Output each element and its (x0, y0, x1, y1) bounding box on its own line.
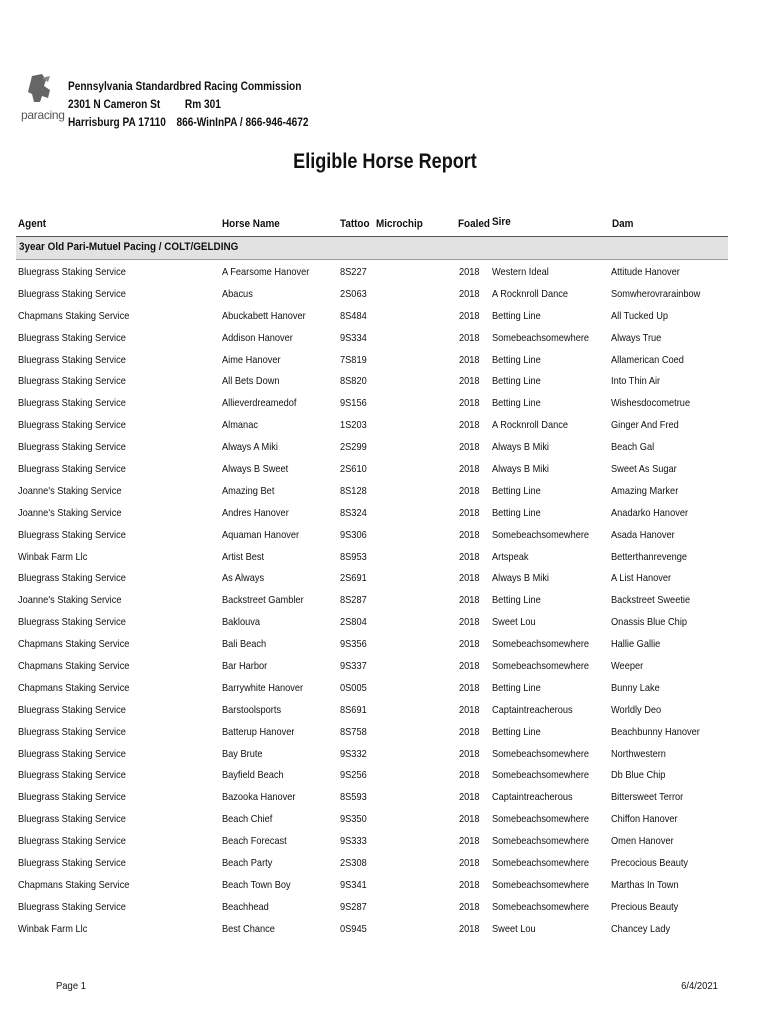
table-row (16, 678, 728, 700)
cell-foaled: 2018 (459, 747, 480, 760)
table-row (16, 634, 728, 656)
address-line2: Harrisburg PA 17110 (68, 117, 166, 129)
cell-foaled: 2018 (459, 287, 480, 300)
table-row (16, 262, 728, 284)
cell-agent: Bluegrass Staking Service (18, 791, 126, 804)
cell-sire: Somebeachsomewhere (492, 878, 590, 891)
cell-foaled: 2018 (459, 353, 480, 366)
cell-dam: Beach Gal (611, 441, 655, 454)
cell-dam: All Tucked Up (611, 309, 669, 322)
cell-foaled: 2018 (459, 857, 480, 870)
cell-foaled: 2018 (459, 813, 480, 826)
table-row (16, 415, 728, 437)
col-header-horse-name: Horse Name (222, 218, 280, 230)
table-row (16, 481, 728, 503)
cell-foaled: 2018 (459, 375, 480, 388)
group-header (16, 237, 728, 260)
cell-dam: Beachbunny Hanover (611, 725, 700, 738)
table-row (16, 547, 728, 569)
cell-foaled: 2018 (459, 922, 480, 935)
table-row (16, 503, 728, 525)
cell-dam: Amazing Marker (611, 484, 679, 497)
cell-horse-name: Beach Chief (222, 813, 273, 826)
cell-horse-name: Abacus (222, 287, 253, 300)
table-row (16, 612, 728, 634)
cell-horse-name: Best Chance (222, 922, 275, 935)
cell-sire: Betting Line (492, 681, 541, 694)
cell-dam: Marthas In Town (611, 878, 679, 891)
cell-horse-name: Aime Hanover (222, 353, 281, 366)
cell-tattoo: 2S308 (340, 857, 367, 870)
logo-text: paracing (21, 108, 65, 122)
cell-foaled: 2018 (459, 528, 480, 541)
org-header (68, 78, 309, 132)
cell-horse-name: Always A Miki (222, 441, 278, 454)
cell-foaled: 2018 (459, 791, 480, 804)
cell-agent: Bluegrass Staking Service (18, 857, 126, 870)
cell-agent: Winbak Farm Llc (18, 922, 88, 935)
cell-tattoo: 1S203 (340, 419, 367, 432)
cell-horse-name: Batterup Hanover (222, 725, 295, 738)
cell-horse-name: Barstoolsports (222, 703, 282, 716)
cell-horse-name: Almanac (222, 419, 258, 432)
cell-dam: Bittersweet Terror (611, 791, 684, 804)
cell-agent: Bluegrass Staking Service (18, 528, 126, 541)
cell-foaled: 2018 (459, 725, 480, 738)
cell-dam: Betterthanrevenge (611, 550, 688, 563)
cell-tattoo: 9S337 (340, 660, 367, 673)
cell-tattoo: 9S356 (340, 638, 367, 651)
cell-horse-name: Abuckabett Hanover (222, 309, 306, 322)
cell-horse-name: Beachhead (222, 900, 269, 913)
col-header-dam: Dam (612, 218, 634, 230)
cell-horse-name: Barrywhite Hanover (222, 681, 304, 694)
cell-agent: Winbak Farm Llc (18, 550, 88, 563)
cell-agent: Bluegrass Staking Service (18, 331, 126, 344)
table-row (16, 700, 728, 722)
cell-tattoo: 8S691 (340, 703, 367, 716)
cell-horse-name: Always B Sweet (222, 463, 289, 476)
cell-tattoo: 8S953 (340, 550, 367, 563)
table-row (16, 656, 728, 678)
cell-sire: Somebeachsomewhere (492, 835, 590, 848)
cell-dam: Always True (611, 331, 662, 344)
cell-horse-name: As Always (222, 572, 265, 585)
table-row (16, 590, 728, 612)
col-header-sire: Sire (492, 216, 511, 228)
table-row (16, 284, 728, 306)
phone-number: 866-WinInPA / 866-946-4672 (176, 117, 309, 129)
cell-sire: Always B Miki (492, 463, 549, 476)
table-row (16, 744, 728, 766)
horse-table-body (16, 262, 728, 941)
cell-tattoo: 0S005 (340, 681, 367, 694)
cell-agent: Bluegrass Staking Service (18, 397, 126, 410)
cell-agent: Bluegrass Staking Service (18, 900, 126, 913)
cell-horse-name: Backstreet Gambler (222, 594, 304, 607)
cell-foaled: 2018 (459, 266, 480, 278)
cell-foaled: 2018 (459, 660, 480, 673)
cell-foaled: 2018 (459, 484, 480, 497)
table-row (16, 525, 728, 547)
table-row (16, 371, 728, 393)
cell-tattoo: 7S819 (340, 353, 367, 366)
cell-agent: Bluegrass Staking Service (18, 725, 126, 738)
cell-agent: Bluegrass Staking Service (18, 441, 126, 454)
cell-dam: Anadarko Hanover (611, 506, 689, 519)
cell-sire: Betting Line (492, 353, 541, 366)
cell-dam: Backstreet Sweetie (611, 594, 691, 607)
cell-agent: Chapmans Staking Service (18, 660, 130, 673)
cell-dam: Omen Hanover (611, 835, 674, 848)
cell-horse-name: All Bets Down (222, 375, 280, 388)
table-row (16, 393, 728, 415)
address-line1: 2301 N Cameron St (68, 99, 161, 111)
cell-dam: Into Thin Air (611, 375, 661, 388)
cell-agent: Bluegrass Staking Service (18, 266, 126, 278)
cell-agent: Bluegrass Staking Service (18, 769, 126, 782)
cell-tattoo: 2S691 (340, 572, 367, 585)
cell-foaled: 2018 (459, 638, 480, 651)
cell-dam: A List Hanover (611, 572, 672, 585)
cell-foaled: 2018 (459, 463, 480, 476)
cell-dam: Wishesdocometrue (611, 397, 691, 410)
table-row (16, 875, 728, 897)
cell-dam: Chancey Lady (611, 922, 671, 935)
cell-tattoo: 9S334 (340, 331, 367, 344)
cell-dam: Somwherovrarainbow (611, 287, 701, 300)
table-row (16, 306, 728, 328)
cell-sire: Always B Miki (492, 572, 549, 585)
cell-foaled: 2018 (459, 331, 480, 344)
cell-agent: Chapmans Staking Service (18, 878, 130, 891)
table-row (16, 765, 728, 787)
cell-tattoo: 2S299 (340, 441, 367, 454)
cell-sire: Captaintreacherous (492, 791, 573, 804)
cell-sire: Betting Line (492, 397, 541, 410)
cell-foaled: 2018 (459, 550, 480, 563)
cell-foaled: 2018 (459, 397, 480, 410)
cell-agent: Bluegrass Staking Service (18, 419, 126, 432)
cell-agent: Bluegrass Staking Service (18, 747, 126, 760)
cell-horse-name: Allieverdreamedof (222, 397, 297, 410)
cell-tattoo: 9S332 (340, 747, 367, 760)
cell-tattoo: 8S227 (340, 266, 367, 278)
cell-sire: Sweet Lou (492, 616, 536, 629)
cell-tattoo: 9S306 (340, 528, 367, 541)
table-row (16, 350, 728, 372)
cell-foaled: 2018 (459, 309, 480, 322)
cell-tattoo: 0S945 (340, 922, 367, 935)
cell-tattoo: 8S593 (340, 791, 367, 804)
cell-dam: Ginger And Fred (611, 419, 679, 432)
cell-foaled: 2018 (459, 616, 480, 629)
cell-dam: Northwestern (611, 747, 666, 760)
cell-foaled: 2018 (459, 769, 480, 782)
cell-dam: Attitude Hanover (611, 266, 680, 278)
org-name: Pennsylvania Standardbred Racing Commission (68, 81, 302, 93)
cell-horse-name: Bayfield Beach (222, 769, 284, 782)
cell-sire: Somebeachsomewhere (492, 813, 590, 826)
cell-tattoo: 2S063 (340, 287, 367, 300)
table-row (16, 437, 728, 459)
cell-sire: Somebeachsomewhere (492, 747, 590, 760)
cell-horse-name: Artist Best (222, 550, 265, 563)
cell-agent: Joanne's Staking Service (18, 484, 122, 497)
col-header-agent: Agent (18, 218, 47, 230)
cell-dam: Hallie Gallie (611, 638, 661, 651)
cell-sire: Somebeachsomewhere (492, 638, 590, 651)
cell-agent: Chapmans Staking Service (18, 681, 130, 694)
cell-foaled: 2018 (459, 572, 480, 585)
cell-horse-name: Amazing Bet (222, 484, 275, 497)
cell-sire: Betting Line (492, 375, 541, 388)
cell-tattoo: 8S484 (340, 309, 367, 322)
cell-dam: Precious Beauty (611, 900, 679, 913)
cell-horse-name: A Fearsome Hanover (222, 266, 310, 278)
cell-sire: Western Ideal (492, 266, 549, 278)
cell-foaled: 2018 (459, 419, 480, 432)
cell-agent: Bluegrass Staking Service (18, 835, 126, 848)
table-row (16, 809, 728, 831)
cell-agent: Bluegrass Staking Service (18, 616, 126, 629)
cell-agent: Bluegrass Staking Service (18, 375, 126, 388)
cell-horse-name: Addison Hanover (222, 331, 293, 344)
cell-dam: Bunny Lake (611, 681, 660, 694)
cell-tattoo: 8S324 (340, 506, 367, 519)
cell-foaled: 2018 (459, 506, 480, 519)
room-number: Rm 301 (184, 99, 221, 111)
cell-horse-name: Beach Town Boy (222, 878, 291, 891)
cell-agent: Chapmans Staking Service (18, 309, 130, 322)
cell-horse-name: Aquaman Hanover (222, 528, 300, 541)
cell-tattoo: 9S341 (340, 878, 367, 891)
cell-dam: Asada Hanover (611, 528, 675, 541)
table-row (16, 328, 728, 350)
cell-horse-name: Bazooka Hanover (222, 791, 296, 804)
cell-sire: Somebeachsomewhere (492, 900, 590, 913)
cell-dam: Precocious Beauty (611, 857, 689, 870)
table-row (16, 853, 728, 875)
table-row (16, 722, 728, 744)
cell-foaled: 2018 (459, 835, 480, 848)
col-header-foaled: Foaled (458, 218, 490, 230)
col-header-microchip: Microchip (376, 218, 423, 230)
cell-sire: Somebeachsomewhere (492, 528, 590, 541)
cell-dam: Chiffon Hanover (611, 813, 678, 826)
table-row (16, 568, 728, 590)
cell-horse-name: Bay Brute (222, 747, 263, 760)
cell-dam: Weeper (611, 660, 644, 673)
cell-agent: Bluegrass Staking Service (18, 813, 126, 826)
cell-tattoo: 9S287 (340, 900, 367, 913)
cell-tattoo: 9S333 (340, 835, 367, 848)
cell-foaled: 2018 (459, 594, 480, 607)
cell-sire: Somebeachsomewhere (492, 857, 590, 870)
cell-foaled: 2018 (459, 878, 480, 891)
cell-sire: A Rocknroll Dance (492, 287, 569, 300)
cell-agent: Chapmans Staking Service (18, 638, 130, 651)
cell-sire: Captaintreacherous (492, 703, 573, 716)
cell-sire: Somebeachsomewhere (492, 769, 590, 782)
report-title: Eligible Horse Report (293, 150, 477, 173)
cell-sire: A Rocknroll Dance (492, 419, 569, 432)
cell-sire: Sweet Lou (492, 922, 536, 935)
cell-agent: Bluegrass Staking Service (18, 287, 126, 300)
cell-agent: Joanne's Staking Service (18, 506, 122, 519)
table-row (16, 787, 728, 809)
cell-sire: Betting Line (492, 725, 541, 738)
cell-horse-name: Bali Beach (222, 638, 267, 651)
cell-dam: Allamerican Coed (611, 353, 684, 366)
cell-dam: Sweet As Sugar (611, 463, 677, 476)
group-label: 3year Old Pari-Mutuel Pacing / COLT/GELDING (19, 241, 239, 253)
cell-agent: Bluegrass Staking Service (18, 703, 126, 716)
col-header-tattoo: Tattoo (340, 218, 370, 230)
cell-sire: Betting Line (492, 594, 541, 607)
cell-agent: Bluegrass Staking Service (18, 353, 126, 366)
cell-foaled: 2018 (459, 900, 480, 913)
cell-tattoo: 9S350 (340, 813, 367, 826)
cell-agent: Bluegrass Staking Service (18, 463, 126, 476)
table-row (16, 831, 728, 853)
cell-tattoo: 9S156 (340, 397, 367, 410)
cell-foaled: 2018 (459, 441, 480, 454)
cell-sire: Always B Miki (492, 441, 549, 454)
cell-tattoo: 8S758 (340, 725, 367, 738)
cell-tattoo: 9S256 (340, 769, 367, 782)
cell-tattoo: 2S804 (340, 616, 367, 629)
cell-horse-name: Baklouva (222, 616, 261, 629)
cell-horse-name: Beach Party (222, 857, 273, 870)
table-row (16, 459, 728, 481)
cell-sire: Somebeachsomewhere (492, 331, 590, 344)
cell-sire: Betting Line (492, 484, 541, 497)
cell-sire: Betting Line (492, 309, 541, 322)
cell-foaled: 2018 (459, 703, 480, 716)
cell-sire: Artspeak (492, 550, 529, 563)
cell-tattoo: 8S287 (340, 594, 367, 607)
page-number: Page 1 (56, 980, 86, 992)
cell-sire: Somebeachsomewhere (492, 660, 590, 673)
cell-agent: Bluegrass Staking Service (18, 572, 126, 585)
cell-dam: Onassis Blue Chip (611, 616, 688, 629)
cell-horse-name: Andres Hanover (222, 506, 289, 519)
cell-tattoo: 8S128 (340, 484, 367, 497)
cell-tattoo: 8S820 (340, 375, 367, 388)
cell-agent: Joanne's Staking Service (18, 594, 122, 607)
cell-dam: Worldly Deo (611, 703, 662, 716)
cell-horse-name: Beach Forecast (222, 835, 287, 848)
cell-foaled: 2018 (459, 681, 480, 694)
table-row (16, 919, 728, 941)
table-row (16, 897, 728, 919)
cell-dam: Db Blue Chip (611, 769, 666, 782)
cell-horse-name: Bar Harbor (222, 660, 268, 673)
cell-tattoo: 2S610 (340, 463, 367, 476)
cell-sire: Betting Line (492, 506, 541, 519)
report-date: 6/4/2021 (681, 980, 718, 992)
